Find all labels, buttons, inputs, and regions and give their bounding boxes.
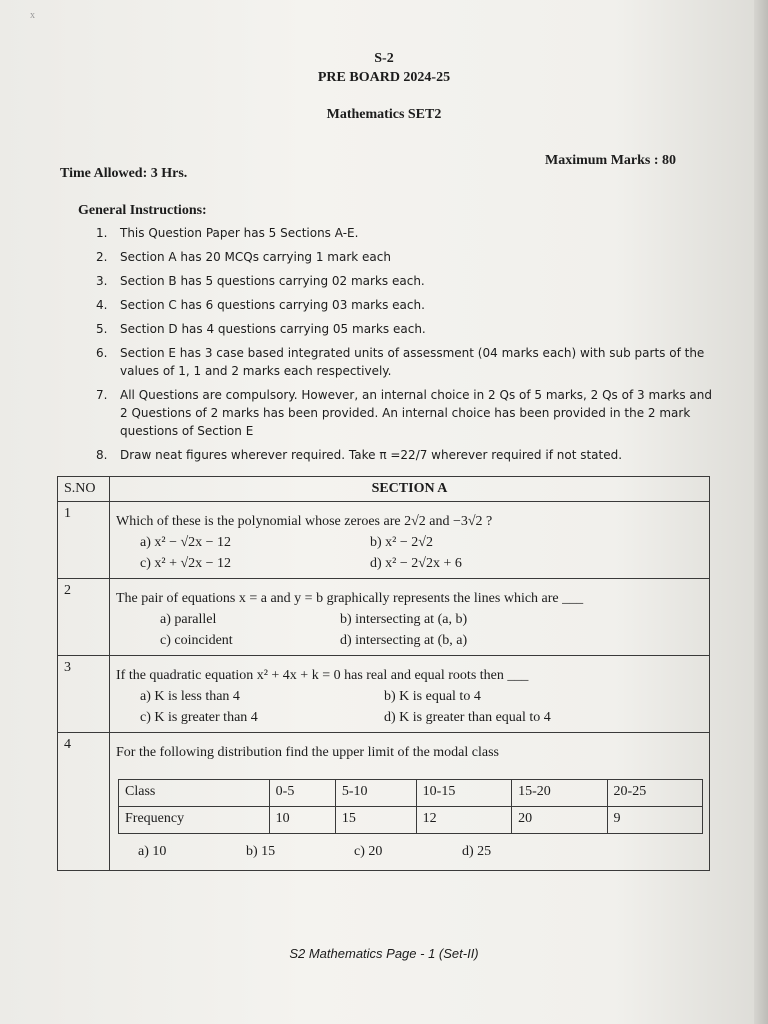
instruction-text: All Questions are compulsory. However, an internal choice in 2 Qs of 5 marks, 2 Qs of 3 marks and 2 Questions of 2 marks has been provided. An internal choice has been provided in the 2 mark questions of Section E [120, 388, 713, 438]
instruction-text: This Question Paper has 5 Sections A-E. [120, 226, 359, 240]
option: a) K is less than 4 [140, 689, 240, 704]
question-text: If the quadratic equation x² + 4x + k = 0 has real and equal roots then ___ [116, 668, 529, 683]
options-grid [140, 532, 703, 574]
instruction-item [96, 224, 721, 242]
class-row [119, 780, 703, 807]
instruction-number: 8. [96, 448, 108, 462]
instruction-item [96, 344, 721, 380]
set-code: S-2 [374, 51, 394, 66]
question-number: 4 [58, 733, 110, 871]
option: c) K is greater than 4 [140, 710, 258, 725]
question-row [58, 579, 710, 656]
section-title: SECTION A [110, 477, 710, 502]
option: d) K is greater than equal to 4 [384, 710, 551, 725]
instruction-text: Section D has 4 questions carrying 05 marks each. [120, 322, 426, 336]
option: c) 20 [354, 844, 383, 859]
options-grid [140, 686, 703, 728]
instruction-number: 5. [96, 322, 108, 336]
sno-header: S.NO [58, 477, 110, 502]
instruction-number: 3. [96, 274, 108, 288]
subject-title: Mathematics SET2 [326, 107, 442, 122]
pen-mark: x [30, 10, 35, 21]
frequency-row [119, 807, 703, 834]
table-cell: 15-20 [512, 780, 607, 807]
table-cell: 15 [335, 807, 416, 834]
question-number: 3 [58, 656, 110, 733]
option: c) coincident [160, 633, 233, 648]
instruction-item [96, 320, 721, 338]
table-cell: 12 [416, 807, 511, 834]
option: b) x² − 2√2 [370, 535, 433, 550]
instruction-item [96, 446, 721, 464]
maximum-marks: Maximum Marks : 80 [545, 153, 677, 168]
instruction-text: Section B has 5 questions carrying 02 marks each. [120, 274, 425, 288]
option: a) parallel [160, 612, 217, 627]
option: d) 25 [462, 844, 492, 859]
instruction-number: 2. [96, 250, 108, 264]
option: c) x² + √2x − 12 [140, 556, 232, 571]
table-cell: 10-15 [416, 780, 511, 807]
instruction-text: Section E has 3 case based integrated units of assessment (04 marks each) with sub parts of the values of 1, 1 and 2 marks each respectively. [120, 346, 705, 378]
question-row [58, 656, 710, 733]
option: a) 10 [138, 844, 167, 859]
instruction-item [96, 272, 721, 290]
question-row [58, 733, 710, 871]
option: a) x² − √2x − 12 [140, 535, 232, 550]
instruction-item [96, 296, 721, 314]
instruction-text: Section A has 20 MCQs carrying 1 mark each [120, 250, 391, 264]
paper-header [0, 50, 768, 124]
option: b) K is equal to 4 [384, 689, 481, 704]
instruction-number: 7. [96, 388, 108, 402]
question-row [58, 502, 710, 579]
instruction-item [96, 248, 721, 266]
table-cell: Frequency [119, 807, 270, 834]
instructions-heading: General Instructions: [78, 203, 207, 218]
instruction-text: Section C has 6 questions carrying 03 marks each. [120, 298, 425, 312]
option: b) 15 [246, 844, 276, 859]
question-text: For the following distribution find the upper limit of the modal class [116, 745, 500, 760]
table-header-row [58, 477, 710, 502]
instruction-number: 4. [96, 298, 108, 312]
options-row [138, 844, 703, 860]
question-table [57, 476, 710, 871]
instruction-number: 6. [96, 346, 108, 360]
time-allowed: Time Allowed: 3 Hrs. [60, 166, 188, 181]
table-cell: 10 [269, 807, 335, 834]
question-text: Which of these is the polynomial whose zeroes are 2√2 and −3√2 ? [116, 514, 493, 529]
table-cell: 20-25 [607, 780, 702, 807]
exam-title: PRE BOARD 2024-25 [317, 70, 451, 85]
page-footer: S2 Mathematics Page - 1 (Set-II) [289, 946, 479, 961]
instruction-item [96, 386, 721, 440]
page-edge [754, 0, 768, 1024]
table-cell: Class [119, 780, 270, 807]
table-cell: 5-10 [335, 780, 416, 807]
option: d) intersecting at (b, a) [340, 633, 468, 648]
frequency-table [118, 779, 703, 834]
table-cell: 20 [512, 807, 607, 834]
question-text: The pair of equations x = a and y = b graphically represents the lines which are ___ [116, 591, 584, 606]
option: d) x² − 2√2x + 6 [370, 556, 462, 571]
options-grid [160, 609, 703, 651]
instruction-number: 1. [96, 226, 108, 240]
instruction-text: Draw neat figures wherever required. Take π =22/7 wherever required if not stated. [120, 448, 623, 462]
table-cell: 0-5 [269, 780, 335, 807]
question-number: 2 [58, 579, 110, 656]
instructions-list [96, 224, 721, 470]
question-number: 1 [58, 502, 110, 579]
table-cell: 9 [607, 807, 702, 834]
option: b) intersecting at (a, b) [340, 612, 468, 627]
